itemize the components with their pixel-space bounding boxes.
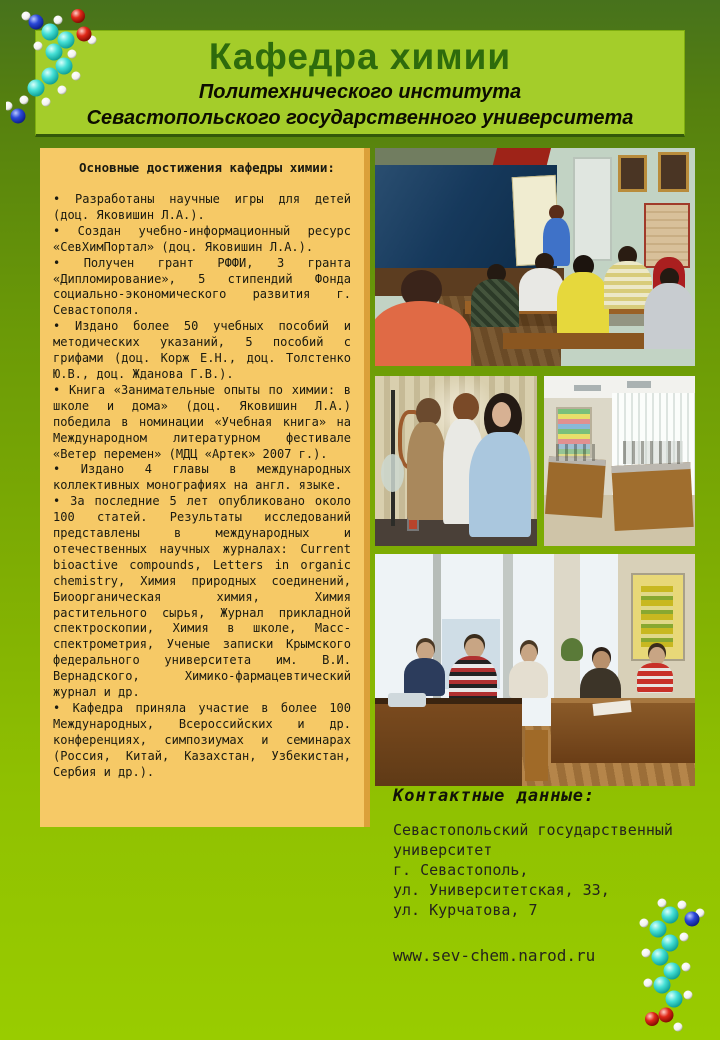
achievement-item: • Разработаны научные игры для детей (доц. Яковишин Л.А.). [53,192,351,222]
apparatus-glassware [623,441,683,465]
photo-lab-room [544,376,695,546]
woman-face [492,402,511,428]
website-link[interactable]: www.sev-chem.narod.ru [393,946,596,965]
wooden-stool [525,730,547,781]
lab-bench-front [375,698,522,786]
header-band [35,30,685,137]
achievement-item: • Получен грант РФФИ, 3 гранта «Дипломирование», 5 стипендий Фонда социально-экономического развития г. Севастополя. [53,255,351,318]
bench-top-items [388,693,426,707]
ceiling-lamp [627,381,651,388]
lab-bench-wood [612,462,694,531]
lab-bench-wood [545,456,606,518]
achievements-panel [40,148,370,827]
contact-address-line: университет [393,841,493,859]
achievement-item: • Издано более 50 учебных пособий и методических указаний, 5 пособий с грифами (доц. Корж Е.Н., доц. Толстенко Ю.В., доц. Жданова Г.В.). [53,319,351,381]
photo-students-lab [375,554,695,786]
contact-address-line: г. Севастополь, [393,861,529,879]
portrait-frame [618,155,647,192]
student-cream-sweater [509,661,547,698]
woman-hair [453,393,479,422]
molecule-icon-bottom-right [612,893,712,1035]
window-column [554,554,580,721]
achievement-item: • Издано 4 главы в международных коллективных монографиях на англ. языке. [53,462,351,493]
achievement-item: • Создан учебно-информационный ресурс «СевХимПортал» (доц. Яковишин Л.А.). [53,223,351,254]
contact-address-line: ул. Курчатова, 7 [393,901,538,919]
portrait-frame [658,152,688,191]
achievements-list [53,192,351,781]
molecule-icon-top-left [6,6,118,128]
woman-tan-coat [407,422,446,521]
achievements-heading: Основные достижения кафедры химии: [79,160,335,175]
student-gray-shirt [644,283,695,348]
achievement-item: • Кафедра приняла участие в более 100 Международных, Всероссийских и др. конференциях, симпозиумах и семинарах (Россия, Китай, Казахстан, Узбекистан, Сербия и др.). [53,701,351,779]
door [573,157,611,262]
contact-heading: Контактные данные: [393,786,596,806]
contact-address-line: Севастопольский государственный [393,821,673,839]
contact-address-line: ул. Университетская, 33, [393,881,610,899]
student-plaid-shirt [471,279,519,327]
student-red-shirt [637,663,672,693]
photo-classroom-lecture [375,148,695,366]
ceiling-lamp [574,385,601,392]
woman-blue-coat [469,432,531,537]
student-yellow-shirt [557,272,608,333]
achievement-item: • Книга «Занимательные опыты по химии: в школе и дома» (доц. Яковишин Л.А.) победила в номинации «Учебная книга» на Международном литературном фестивале «Ветер перемен» (МДЦ «Артек» 2007 г.). [53,382,351,461]
glass-flask [381,454,404,491]
header-subtitle-line1: Политехнического института [198,81,522,103]
page-title: Кафедра химии [208,36,512,77]
student-navy-shirt [404,658,446,695]
header-subtitle-line2: Севастопольского государственного университета [86,107,634,129]
photo-lab-group [375,376,537,546]
achievement-item: • За последние 5 лет опубликовано около 100 статей. Результаты исследований представлены в международных и отечественных научных журналах: Current bioactive compounds, Letters in organic chemistry, Химия природных соединений, Биоорганическая химия, Химия растительного сырья, Журнал прикладной спектроскопии, Химия в школе, Масс-спектрометрия, Ученые записки Крымского федерального университета им. В.И. Вернадского, Химико-фармацевтический журнал и др. [53,494,351,700]
plant [561,638,583,661]
apparatus-glassware [556,444,595,461]
chart-blocks [641,586,673,646]
